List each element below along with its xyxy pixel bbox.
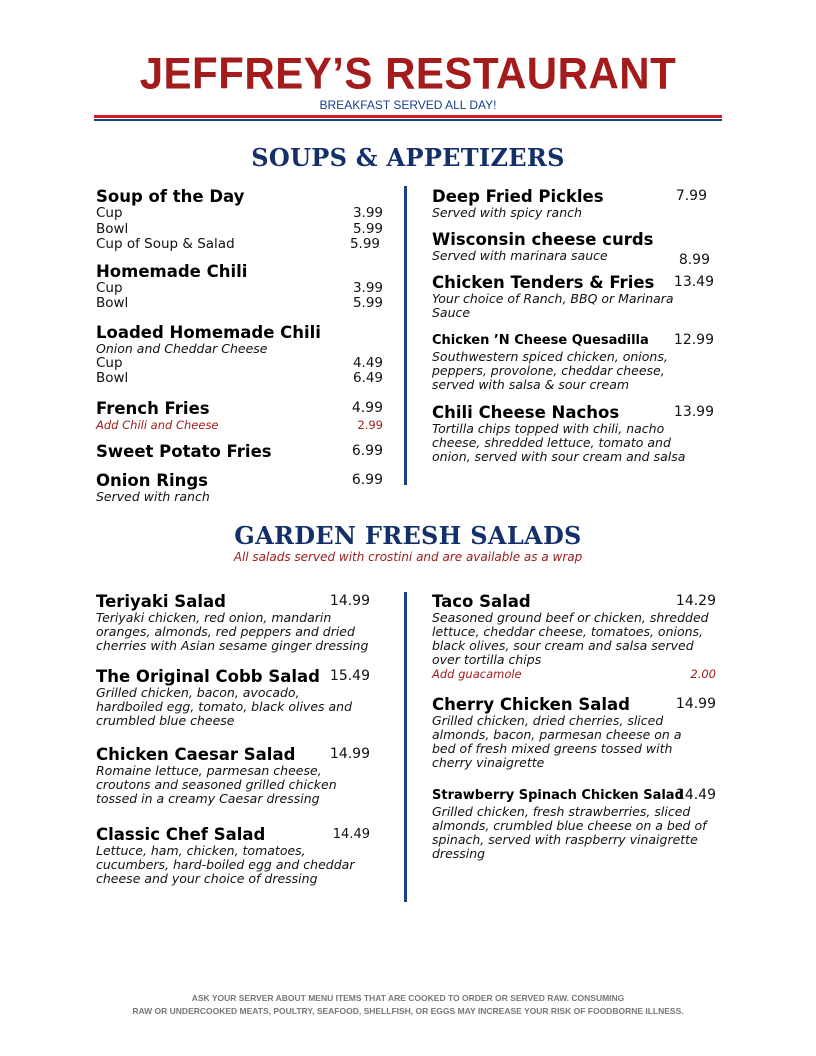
header-divider-blue	[94, 119, 722, 121]
menu-item-classic-chef-salad	[96, 825, 370, 886]
item-description: Grilled chicken, dried cherries, sliced almonds, bacon, parmesan cheese on a bed of fresh mixed greens tossed with cherry vinaigrette	[432, 713, 682, 770]
soups-column-divider	[404, 186, 407, 485]
item-name: Loaded Homemade Chili	[96, 322, 321, 342]
menu-item-deep-fried-pickles	[432, 187, 710, 220]
menu-item-quesadilla	[432, 331, 714, 392]
price-row	[96, 296, 383, 312]
menu-item-loaded-chili	[96, 323, 383, 387]
item-name: Taco Salad	[432, 592, 531, 611]
salads-column-divider	[404, 592, 407, 902]
row-label: Bowl	[96, 220, 129, 237]
item-price: 13.49	[673, 274, 714, 290]
menu-item-onion-rings	[96, 471, 383, 504]
price-row	[96, 356, 383, 372]
item-price: 8.99	[678, 252, 710, 268]
item-description: Lettuce, ham, chicken, tomatoes, cucumbers, hard-boiled egg and cheddar cheese and your choice of dressing	[96, 843, 355, 886]
row-price: 5.99	[349, 236, 380, 252]
menu-item-homemade-chili	[96, 262, 383, 312]
item-name: Wisconsin cheese curds	[432, 230, 654, 249]
row-label: Cup	[96, 354, 123, 371]
row-label: Bowl	[96, 295, 129, 311]
item-description: Served with spicy ranch	[432, 205, 582, 220]
item-price: 4.99	[351, 399, 383, 416]
item-description: Teriyaki chicken, red onion, mandarin oranges, almonds, red peppers and dried cherries with Asian sesame ginger dressing	[96, 610, 369, 653]
row-label: Bowl	[96, 370, 129, 386]
row-price: 3.99	[352, 205, 383, 221]
menu-item-cobb-salad	[96, 667, 370, 728]
menu-item-chicken-tenders	[432, 273, 714, 320]
item-name: Soup of the Day	[96, 187, 245, 206]
addon-price: 2.99	[357, 417, 383, 432]
menu-item-cheese-curds	[432, 230, 710, 268]
item-price: 6.99	[351, 442, 383, 459]
section-title-salads: GARDEN FRESH SALADS	[234, 521, 582, 550]
row-price: 4.49	[352, 354, 383, 371]
disclaimer-line-2: RAW OR UNDERCOOKED MEATS, POULTRY, SEAFOOD, SHELLFISH, OR EGGS MAY INCREASE YOUR RISK OF FOODBORNE ILLNESS.	[132, 1006, 684, 1016]
item-price: 7.99	[675, 188, 707, 204]
price-row	[96, 222, 383, 238]
addon-label: Add Chili and Cheese	[96, 417, 219, 432]
menu-item-teriyaki-salad	[96, 592, 370, 653]
item-price: 6.99	[351, 471, 383, 488]
row-price: 3.99	[352, 279, 383, 296]
item-price: 12.99	[673, 332, 714, 348]
item-description: Grilled chicken, fresh strawberries, sliced almonds, crumbled blue cheese on a bed of spinach, served with raspberry vinaigrette dressing	[432, 804, 707, 861]
addon-row	[432, 667, 716, 681]
salads-note: All salads served with crostini and are available as a wrap	[233, 550, 583, 564]
row-price: 6.49	[352, 370, 383, 386]
menu-item-chili-cheese-nachos	[432, 403, 714, 464]
header-divider-red	[94, 115, 722, 118]
row-label: Cup	[96, 279, 123, 296]
item-price: 15.49	[329, 668, 370, 684]
item-description: Romaine lettuce, parmesan cheese, croutons and seasoned grilled chicken tossed in a creamy Caesar dressing	[96, 763, 337, 806]
item-description: Seasoned ground beef or chicken, shredded lettuce, cheddar cheese, tomatoes, onions, black olives, sour cream and salsa served over tortilla chips	[432, 610, 709, 667]
item-price: 14.99	[329, 746, 370, 762]
row-price: 5.99	[352, 295, 383, 311]
row-label: Cup of Soup & Salad	[96, 236, 235, 252]
item-name: Chicken ’N Cheese Quesadilla	[432, 333, 649, 348]
item-price: 13.99	[673, 404, 714, 420]
item-name: Chili Cheese Nachos	[432, 403, 620, 422]
soups-right-column	[432, 187, 714, 464]
menu-item-cherry-chicken-salad	[432, 695, 716, 770]
item-name: Chicken Tenders & Fries	[432, 273, 655, 292]
item-name: Teriyaki Salad	[96, 592, 226, 611]
menu-item-soup-of-the-day	[96, 187, 383, 253]
item-name: Onion Rings	[96, 470, 208, 490]
item-name: Classic Chef Salad	[96, 825, 266, 844]
price-row	[96, 237, 383, 253]
row-label: Cup	[96, 205, 123, 221]
item-description: Served with marinara sauce	[432, 248, 608, 263]
item-name: Sweet Potato Fries	[96, 441, 272, 461]
menu-item-taco-salad	[432, 592, 716, 681]
price-row	[96, 371, 383, 387]
restaurant-title: JEFFREY’S RESTAURANT	[139, 48, 677, 99]
salads-left-column	[96, 592, 370, 886]
addon-label: Add guacamole	[432, 667, 522, 681]
disclaimer-line-1: ASK YOUR SERVER ABOUT MENU ITEMS THAT ARE COOKED TO ORDER OR SERVED RAW. CONSUMING	[191, 993, 625, 1003]
food-safety-disclaimer	[0, 992, 816, 1018]
price-row	[96, 206, 383, 222]
menu-item-chicken-caesar-salad	[96, 745, 370, 806]
item-description: Tortilla chips topped with chili, nacho cheese, shredded lettuce, tomato and onion, served with sour cream and salsa	[432, 421, 686, 464]
item-price: 14.49	[675, 787, 716, 803]
item-name: Cherry Chicken Salad	[432, 695, 630, 714]
item-price: 14.29	[675, 593, 716, 609]
item-name: Homemade Chili	[96, 261, 248, 281]
addon-row	[96, 418, 383, 432]
row-price: 5.99	[352, 220, 383, 237]
item-description: Southwestern spiced chicken, onions, peppers, provolone, cheddar cheese, served with salsa & sour cream	[432, 349, 668, 392]
restaurant-subtitle: BREAKFAST SERVED ALL DAY!	[319, 98, 497, 112]
item-name: French Fries	[96, 398, 210, 418]
item-price: 14.99	[675, 696, 716, 712]
item-name: Strawberry Spinach Chicken Salad	[432, 788, 684, 803]
price-row	[96, 281, 383, 297]
menu-item-sweet-potato-fries	[96, 442, 383, 461]
item-description: Your choice of Ranch, BBQ or Marinara Sauce	[432, 291, 674, 320]
item-name: Chicken Caesar Salad	[96, 745, 296, 764]
soups-left-column	[96, 187, 383, 504]
item-description: Served with ranch	[96, 488, 210, 504]
item-price: 14.99	[329, 593, 370, 609]
item-description: Grilled chicken, bacon, avocado, hardboiled egg, tomato, black olives and crumbled blue cheese	[96, 685, 353, 728]
item-name: The Original Cobb Salad	[96, 667, 320, 686]
section-title-soups: SOUPS & APPETIZERS	[251, 143, 565, 172]
item-name: Deep Fried Pickles	[432, 187, 604, 206]
menu-item-strawberry-spinach-salad	[432, 786, 716, 861]
salads-right-column	[432, 592, 716, 861]
item-description: Onion and Cheddar Cheese	[96, 340, 268, 356]
menu-item-french-fries	[96, 399, 383, 432]
item-price: 14.49	[332, 827, 370, 842]
addon-price: 2.00	[690, 667, 716, 681]
